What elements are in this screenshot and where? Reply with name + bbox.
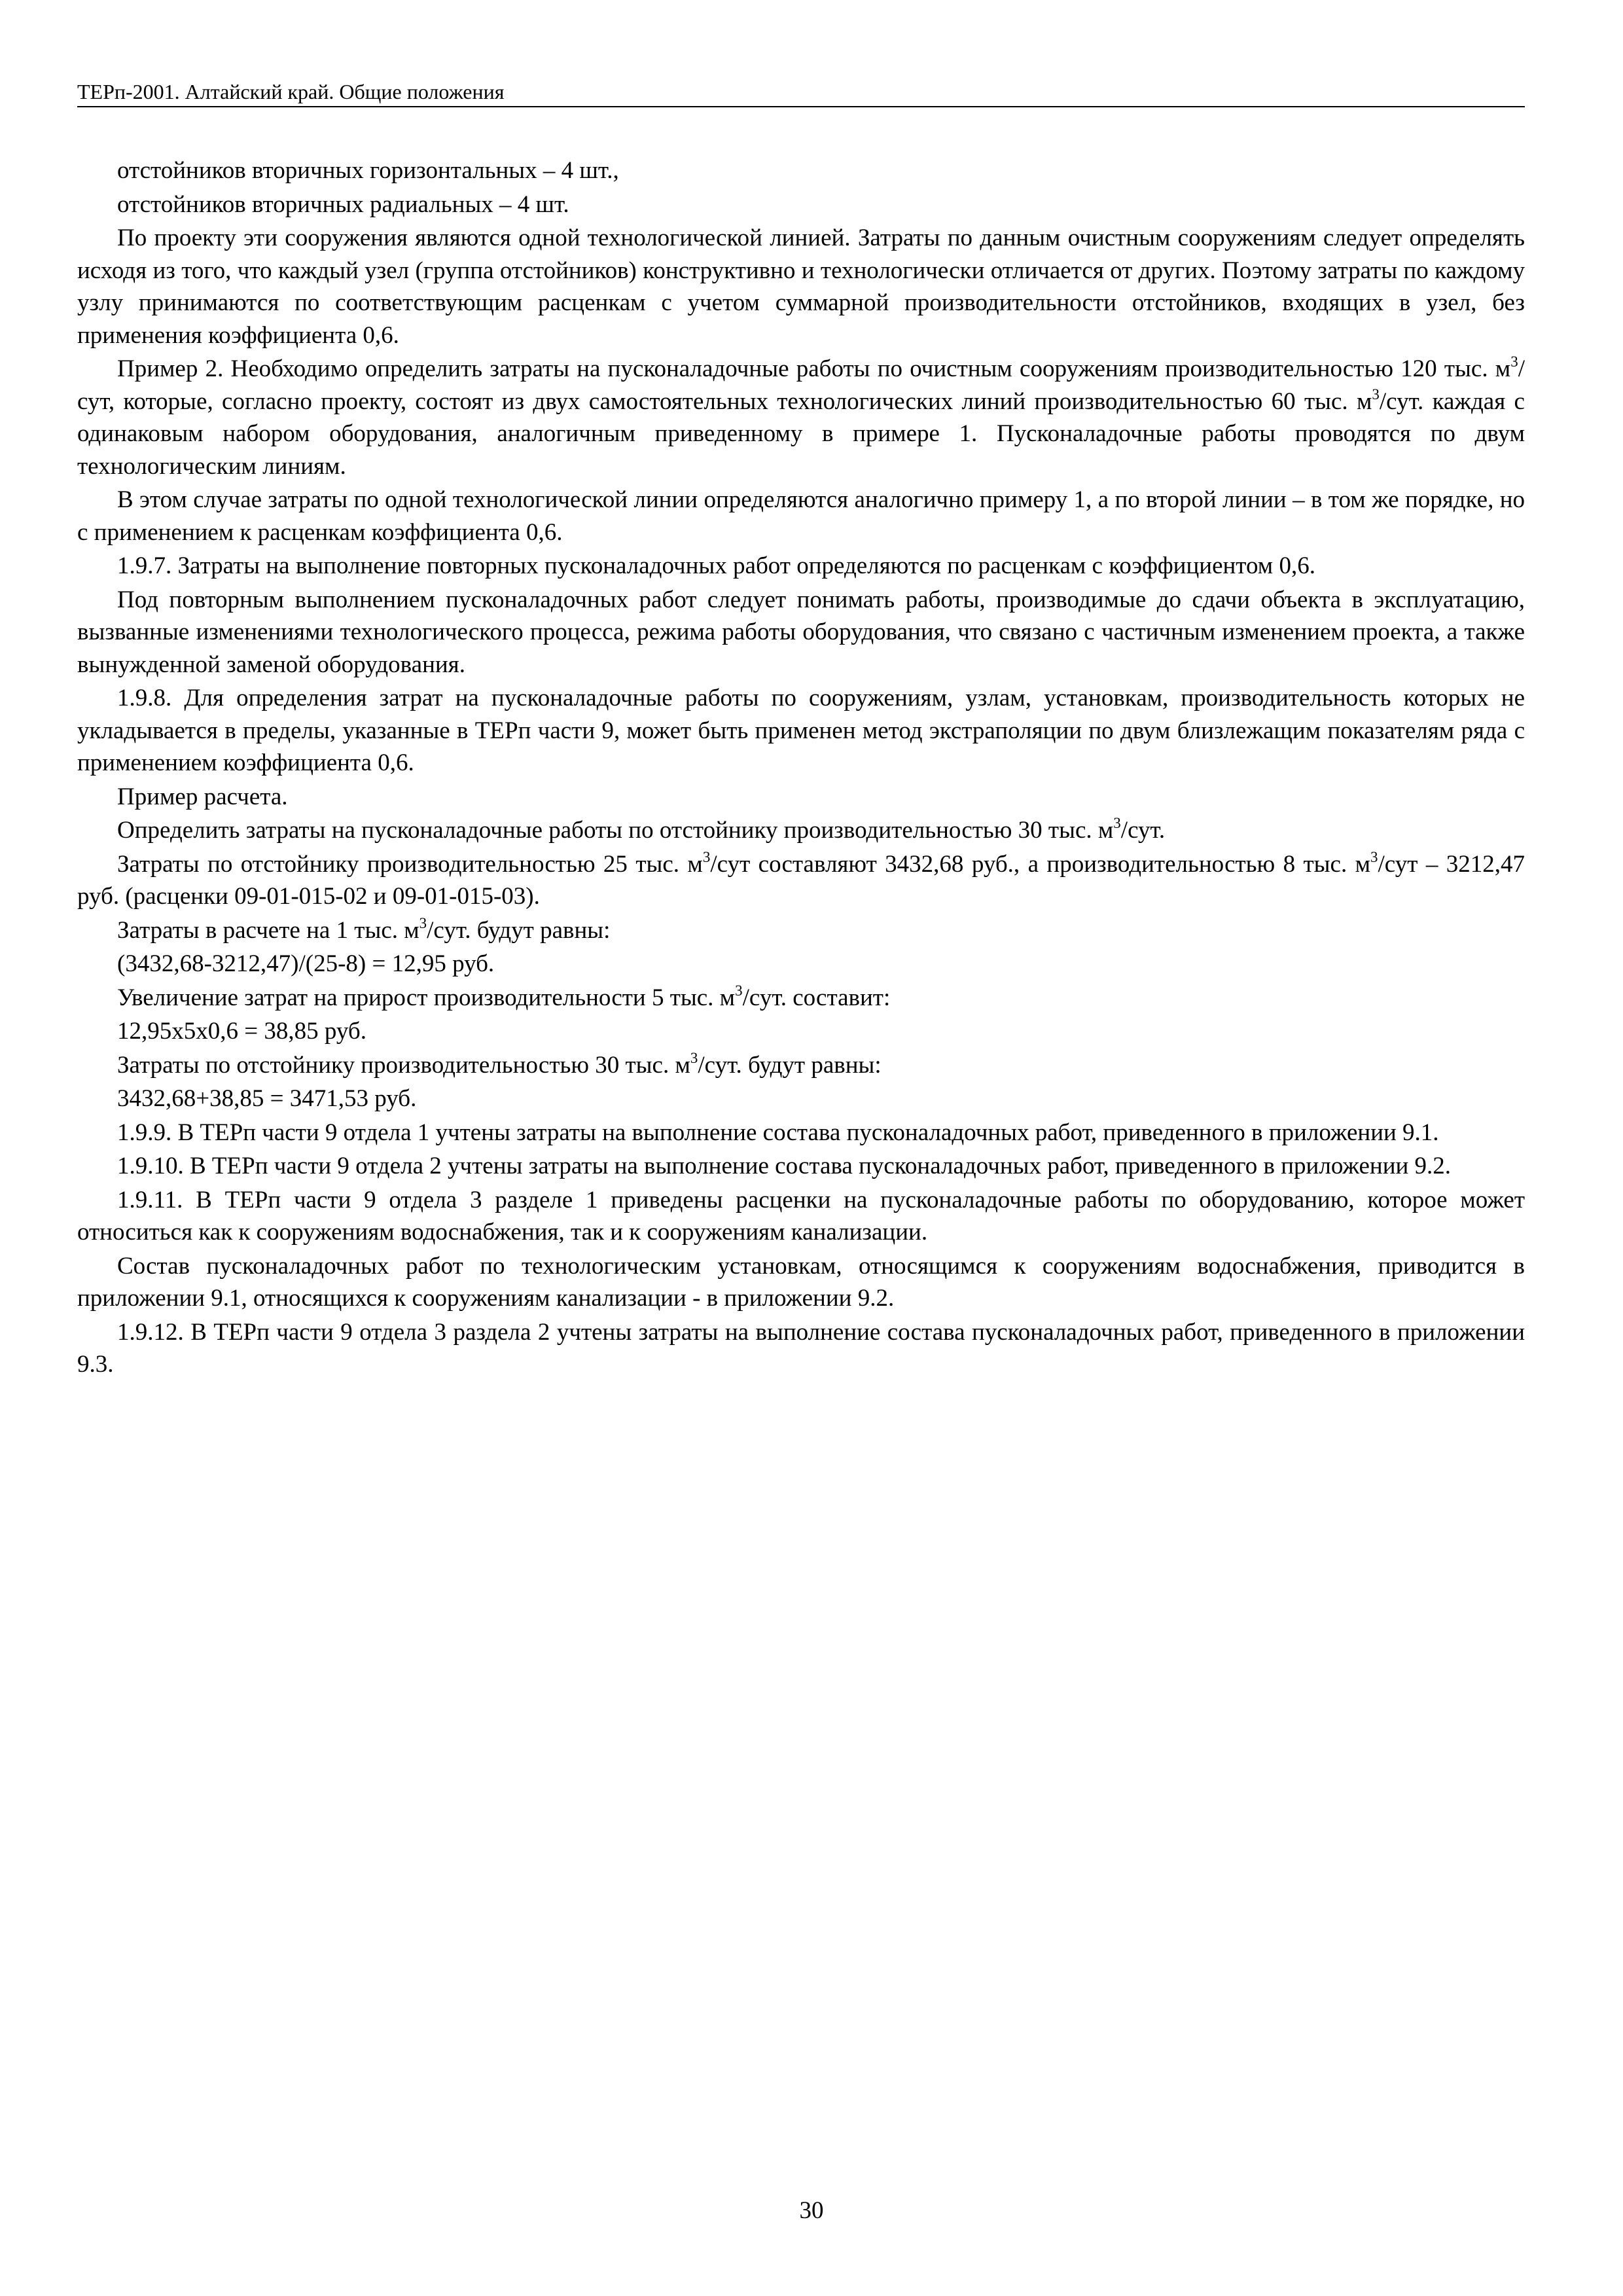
clause-1-9-7: 1.9.7. Затраты на выполнение повторных пусконаладочных работ определяются по расценкам с коэффициентом 0,6. xyxy=(117,552,1315,579)
exponent: 3 xyxy=(419,914,427,931)
paragraph: Затраты в расчете на 1 тыс. $м^3$/сут. будут равны: xyxy=(117,914,611,944)
paragraph: По проекту эти сооружения являются одной технологической линией. Затраты по данным очистным сооружениям следует определять исходя из того, что каждый узел (группа отстойников) конструктивно и технологически отличается от других. Поэтому затраты по каждому узлу принимаются по соответствующим расценкам с учетом суммарной производительности отстойников, входящих в узел, без применения коэффициента 0,6. xyxy=(77,224,1525,349)
exponent: 3 xyxy=(690,1049,698,1066)
page-header xyxy=(77,77,1525,107)
exponent: 3 xyxy=(1113,815,1121,831)
paragraph: Увеличение затрат на прирост производительности 5 тыс. $м^3$/сут. составит: xyxy=(117,982,891,1011)
exponent: 3 xyxy=(1372,386,1380,403)
paragraph: Состав пусконаладочных работ по технологическим установкам, относящимся к сооружениям водоснабжения, приводится в приложении 9.1, относящихся к сооружениям канализации - в приложении 9.2. xyxy=(77,1252,1525,1312)
clause-1-9-8: 1.9.8. Для определения затрат на пусконаладочные работы по сооружениям, узлам, установкам, производительность которых не укладывается в пределы, указанные в ТЕРп части 9, может быть применен метод экстраполяции по двум близлежащим показателям ряда с применением коэффициента 0,6. xyxy=(77,685,1525,776)
paragraph: Определить затраты на пусконаладочные работы по отстойнику производительностью 30 тыс. $м^3$/сут. xyxy=(117,815,1166,844)
exponent: 3 xyxy=(1510,353,1518,370)
clause-1-9-9: 1.9.9. В ТЕРп части 9 отдела 1 учтены затраты на выполнение состава пусконаладочных работ, приведенного в приложении 9.1. xyxy=(117,1119,1439,1146)
list-item: отстойников вторичных радиальных – 4 шт. xyxy=(117,190,569,218)
clause-1-9-11: 1.9.11. В ТЕРп части 9 отдела 3 разделе 1 приведены расценки на пусконаладочные работы по оборудованию, которое может относиться как к сооружениям водоснабжения, так и к сооружениям канализации. xyxy=(77,1186,1525,1246)
exponent: 3 xyxy=(702,848,711,865)
running-header-title: ТЕРп-2001. Алтайский край. Общие положения xyxy=(77,80,505,103)
paragraph: Затраты по отстойнику производительностью 30 тыс. $м^3$/сут. будут равны: xyxy=(117,1049,882,1079)
formula-line: 12,95х5х0,6 = 38,85 руб. xyxy=(117,1018,366,1045)
exponent: 3 xyxy=(1370,848,1378,865)
paragraph: Под повторным выполнением пусконаладочных работ следует понимать работы, производимые до сдачи объекта в эксплуатацию, вызванные изменениями технологического процесса, режима работы оборудования, что связано с частичным изменением проекта, а также вынужденной заменой оборудования. xyxy=(77,586,1525,678)
clause-1-9-12: 1.9.12. В ТЕРп части 9 отдела 3 раздела 2 учтены затраты на выполнение состава пусконаладочных работ, приведенного в приложении 9.3. xyxy=(77,1318,1525,1378)
list-item: отстойников вторичных горизонтальных – 4 шт., xyxy=(117,157,619,184)
clause-1-9-10: 1.9.10. В ТЕРп части 9 отдела 2 учтены затраты на выполнение состава пусконаладочных работ, приведенного в приложении 9.2. xyxy=(117,1153,1452,1179)
paragraph: Затраты по отстойнику производительностью 25 тыс. $м^3$/сут составляют 3432,68 руб., а производительностью 8 тыс. $м^3$/сут – 3212,47 руб. (расценки 09-01-015-02 и 09-01-015-03). xyxy=(77,848,1525,910)
document-body xyxy=(77,154,1525,1382)
formula-line: 3432,68+38,85 = 3471,53 руб. xyxy=(117,1085,417,1112)
page-number: 30 xyxy=(799,2197,824,2224)
exponent: 3 xyxy=(735,982,743,999)
formula-line: (3432,68-3212,47)/(25-8) = 12,95 руб. xyxy=(117,950,495,977)
paragraph: В этом случае затраты по одной технологической линии определяются аналогично примеру 1, а по второй линии – в том же порядке, но с применением к расценкам коэффициента 0,6. xyxy=(77,486,1525,546)
calculation-example-heading: Пример расчета. xyxy=(117,783,288,810)
example-2-paragraph: Пример 2. Необходимо определить затраты на пусконаладочные работы по очистным сооружениям производительностью 120 тыс. $м^3$/сут, которые, согласно проекту, состоят из двух самостоятельных технологических линий производительностью 60 тыс. $м^3$/сут. каждая с одинаковым набором оборудования, аналогичным приведенному в примере 1. Пусконаладочные работы проводятся по двум технологическим линиям. xyxy=(77,353,1525,480)
